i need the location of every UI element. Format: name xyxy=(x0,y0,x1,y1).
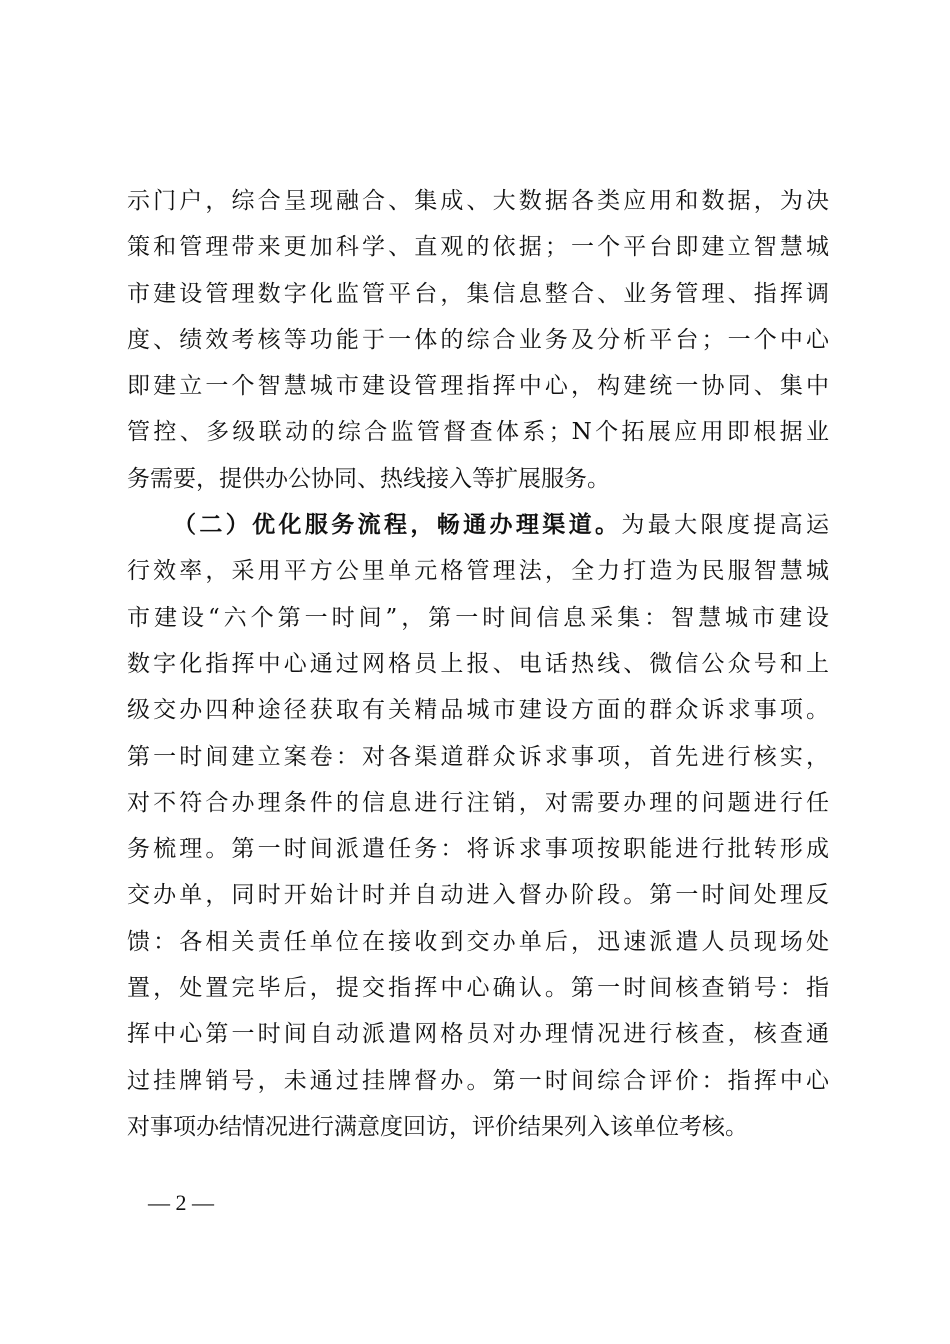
text-line: 度、绩效考核等功能于一体的综合业务及分析平台；一个中心 xyxy=(127,326,829,353)
text-line: 挥中心第一时间自动派遣网格员对办理情况进行核查，核查通 xyxy=(127,1021,829,1048)
page-number: — 2 — xyxy=(148,1190,214,1215)
paragraph-2 xyxy=(127,502,829,1150)
text-line: 级交办四种途径获取有关精品城市建设方面的群众诉求事项。 xyxy=(127,697,829,724)
text-line: 交办单，同时开始计时并自动进入督办阶段。第一时间处理反 xyxy=(127,882,829,909)
text-line: 行效率，采用平方公里单元格管理法，全力打造为民服智慧城 xyxy=(127,558,829,585)
text-line: 数字化指挥中心通过网格员上报、电话热线、微信公众号和上 xyxy=(127,650,829,677)
text-line: 策和管理带来更加科学、直观的依据；一个平台即建立智慧城 xyxy=(127,234,829,261)
text-line: 务梳理。第一时间派遣任务：将诉求事项按职能进行批转形成 xyxy=(127,836,829,863)
text-line: 即建立一个智慧城市建设管理指挥中心，构建统一协同、集中 xyxy=(127,373,829,400)
paragraph-1 xyxy=(127,178,829,502)
text-line: 置，处置完毕后，提交指挥中心确认。第一时间核查销号：指 xyxy=(127,975,829,1002)
text-line: 示门户，综合呈现融合、集成、大数据各类应用和数据，为决 xyxy=(127,188,829,214)
text-line: 馈：各相关责任单位在接收到交办单后，迅速派遣人员现场处 xyxy=(127,928,829,955)
section-heading: （二）优化服务流程，畅通办理渠道。 xyxy=(173,511,622,539)
body-text xyxy=(127,178,829,1150)
text-line: 对事项办结情况进行满意度回访，评价结果列入该单位考核。 xyxy=(127,1113,748,1140)
section-heading-rest: 为最大限度提高运 xyxy=(621,512,829,539)
text-line: 市建设“六个第一时间”，第一时间信息采集：智慧城市建设 xyxy=(127,604,829,631)
text-line: 市建设管理数字化监管平台，集信息整合、业务管理、指挥调 xyxy=(127,280,829,307)
text-line: 管控、多级联动的综合监管督查体系；N个拓展应用即根据业 xyxy=(127,419,829,446)
text-line: 第一时间建立案卷：对各渠道群众诉求事项，首先进行核实， xyxy=(127,743,829,770)
text-line: 对不符合办理条件的信息进行注销，对需要办理的问题进行任 xyxy=(127,789,829,816)
text-line xyxy=(127,502,829,548)
text-line: 务需要，提供办公协同、热线接入等扩展服务。 xyxy=(127,465,610,492)
text-line: 过挂牌销号，未通过挂牌督办。第一时间综合评价：指挥中心 xyxy=(127,1067,829,1094)
